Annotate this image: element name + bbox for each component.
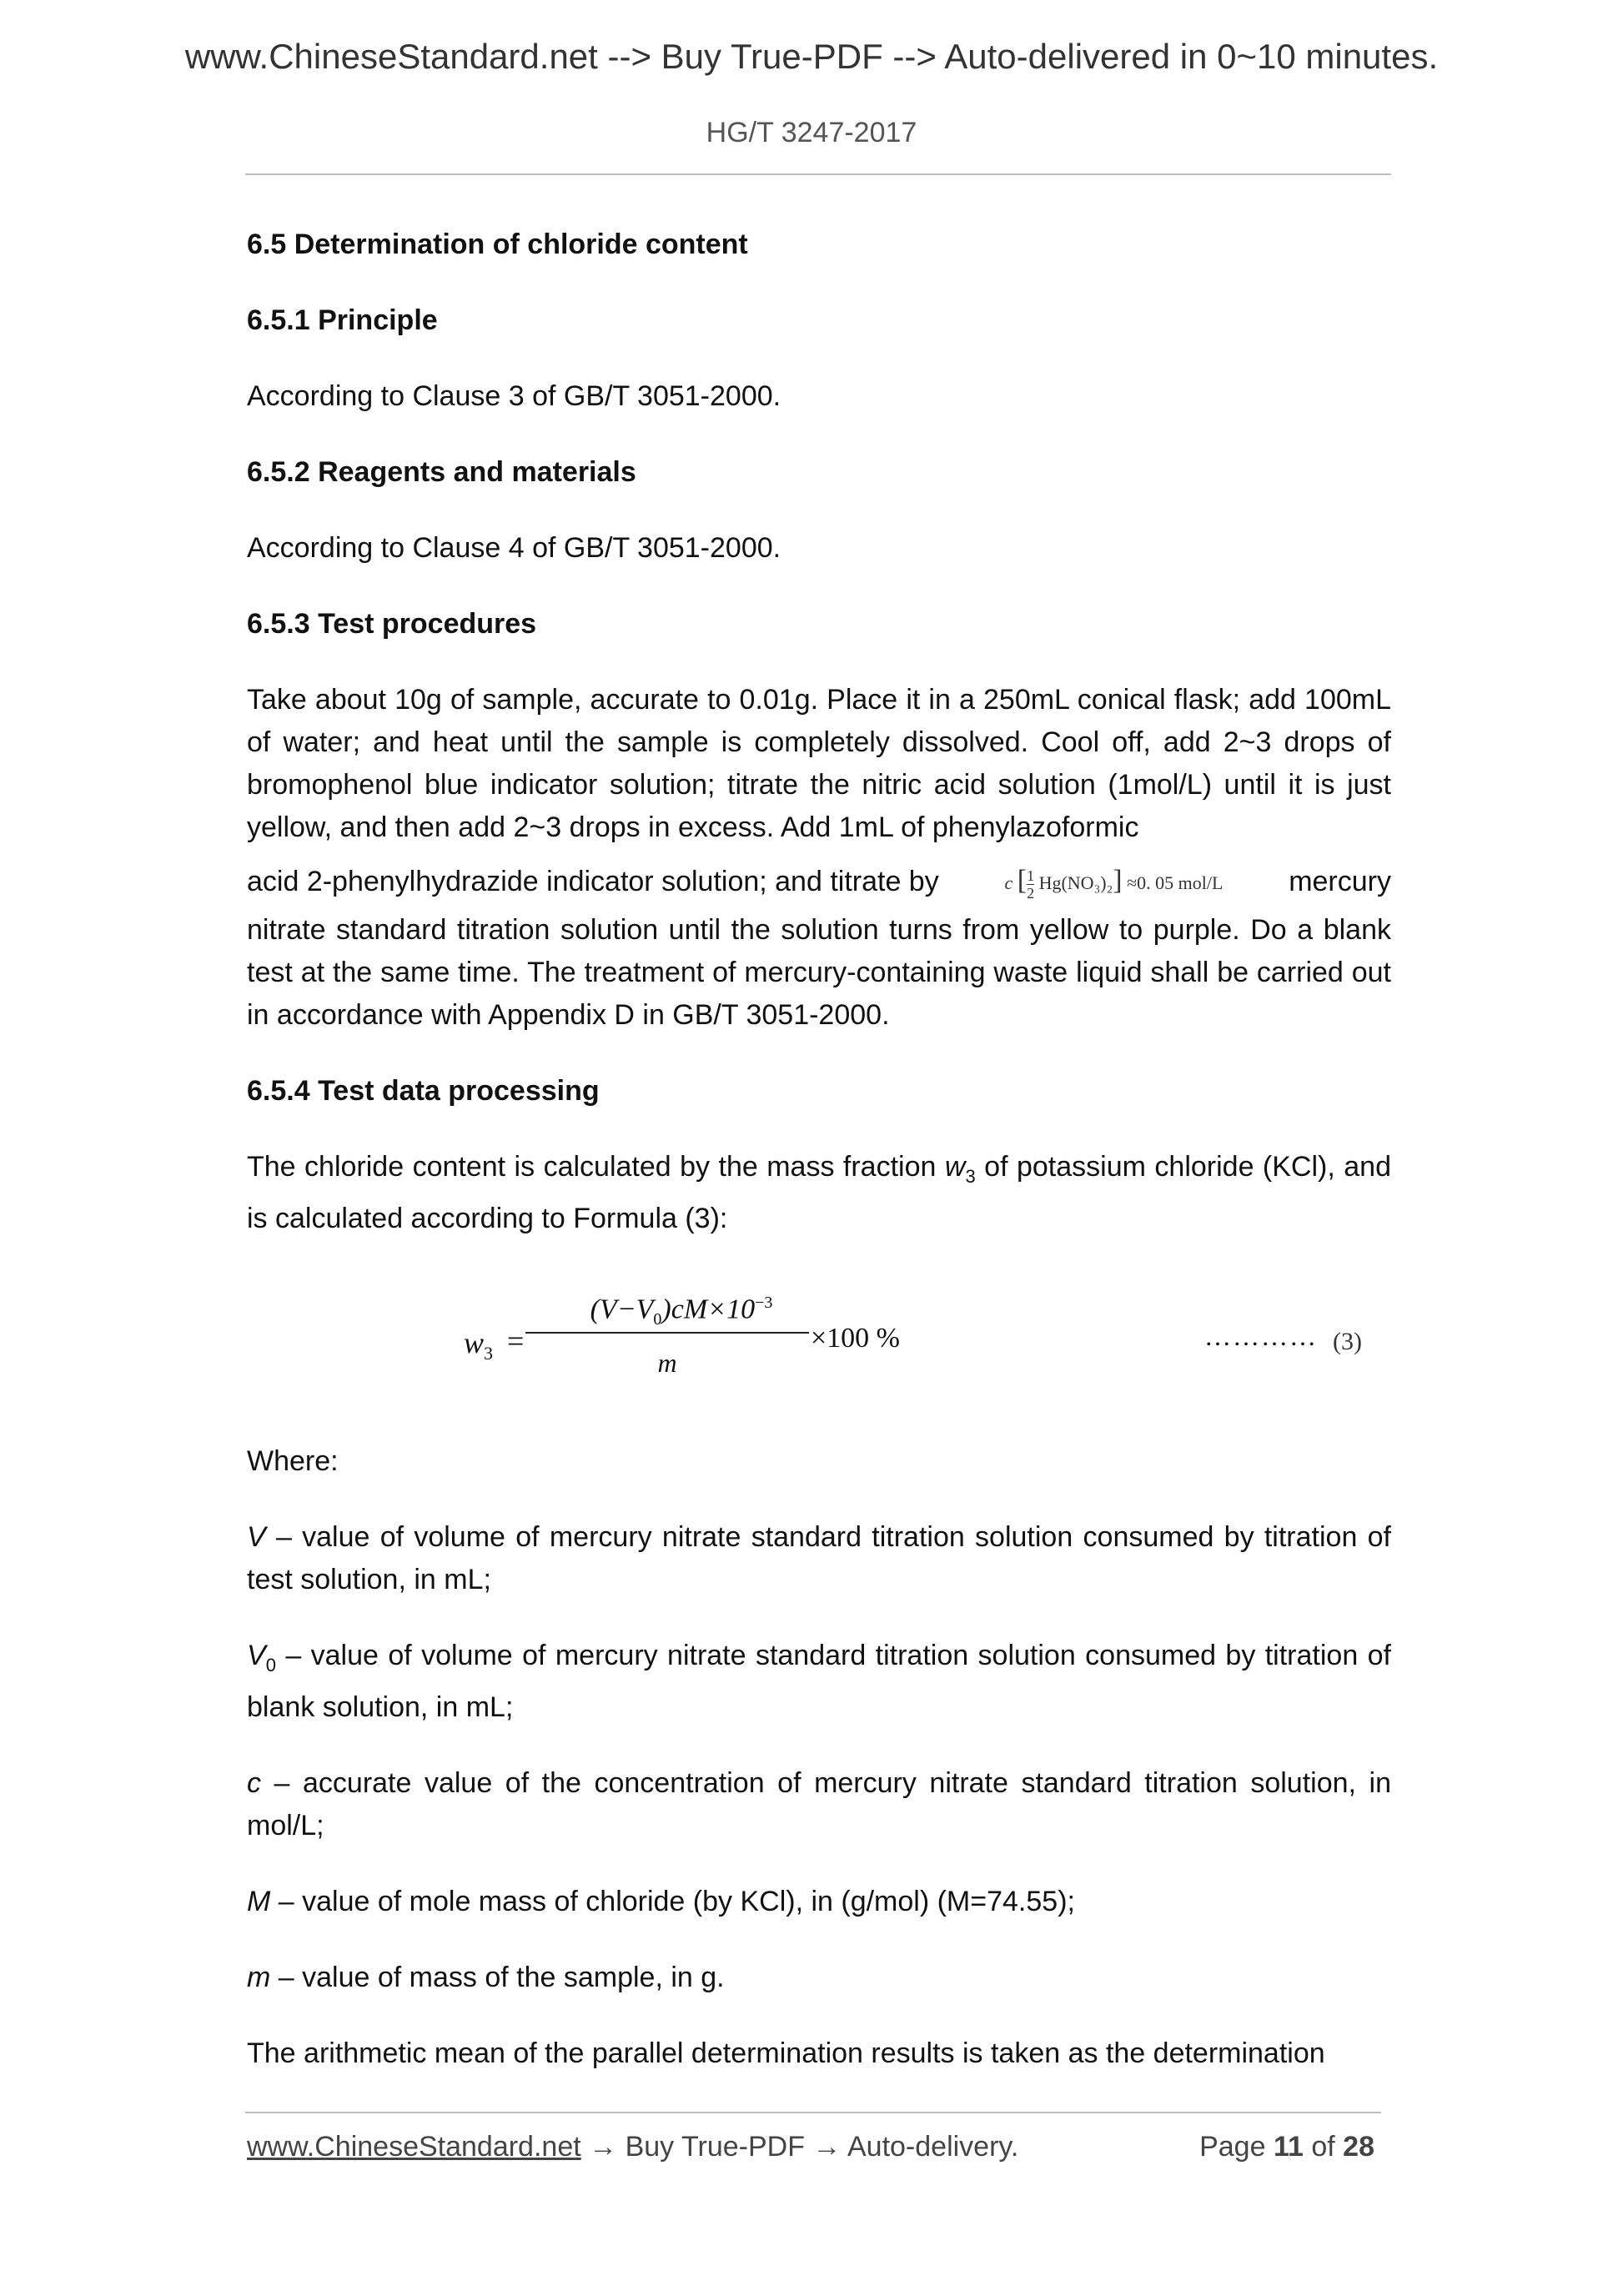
formula-3: [247, 1274, 1391, 1407]
inline-fraction: $\frac{1}{2}$: [1027, 867, 1035, 902]
footer-tagline: → Buy True-PDF → Auto-delivery.: [580, 2131, 1019, 2163]
data-processing-heading: 6.5.4 Test data processing: [247, 1075, 600, 1107]
header-divider: [245, 173, 1391, 175]
document-id: HG/T 3247-2017: [706, 117, 917, 148]
definition-m: m – value of mass of the sample, in g.: [247, 1961, 725, 1993]
inline-compound: Hg(NO₃)₂: [1038, 872, 1113, 893]
page-counter: Page 11 of 28: [1199, 2131, 1374, 2163]
procedures-text-2b: mercury: [1289, 865, 1391, 897]
procedures-text-2a: acid 2-phenylhydrazide indicator solution; and titrate by: [247, 865, 939, 897]
total-pages: 28: [1343, 2131, 1374, 2163]
where-label: Where:: [247, 1444, 339, 1477]
reagents-heading: 6.5.2 Reagents and materials: [247, 456, 636, 488]
definition-M: M – value of mole mass of chloride (by KCl), in (g/mol) (M=74.55);: [247, 1885, 1075, 1917]
procedures-text-3: nitrate standard titration solution until the solution turns from yellow to purple. Do a blank test at the same time. The treatment of mercury-containing waste liquid shall be carried out in accordance with Appendix D in GB/T 3051-2000.: [247, 914, 1391, 1031]
footer-site-link[interactable]: www.ChineseStandard.net: [247, 2131, 581, 2163]
procedures-heading: 6.5.3 Test procedures: [247, 608, 537, 640]
formula-denominator: m: [657, 1347, 677, 1378]
definition-V: V – value of volume of mercury nitrate standard titration solution consumed by titration of test solution, in mL;: [247, 1520, 1391, 1595]
formula-multiplier: ×100 %: [811, 1322, 900, 1354]
section-title: 6.5 Determination of chloride content: [247, 229, 748, 260]
concentration-formula: c [ $\frac{1}{2}$ Hg(NO₃)₂] ≈0. 05 mol/L: [1004, 865, 1224, 902]
current-page: 11: [1273, 2131, 1304, 2163]
definition-c: c – accurate value of the concentration of mercury nitrate standard titration solution, in mol/L;: [247, 1766, 1391, 1841]
formula-numerator: $(V-V_0)cM\times 10^{-3}$: [590, 1293, 773, 1329]
inline-approx: ≈0. 05 mol/L: [1127, 872, 1224, 893]
inline-c: c: [1004, 872, 1013, 893]
reagents-text: According to Clause 4 of GB/T 3051-2000.: [247, 532, 781, 564]
formula-lhs: $w_3$: [464, 1325, 494, 1364]
formula-equals: =: [507, 1324, 525, 1358]
closing-text: The arithmetic mean of the parallel determination results is taken as the determination: [247, 2037, 1325, 2069]
definition-V0: $V_0$ – value of volume of mercury nitrate standard titration solution consumed by titration of blank solution, in mL;: [247, 1639, 1391, 1723]
page-footer: [247, 2131, 1381, 2163]
formula-leader-dots: …………: [1204, 1320, 1318, 1351]
procedures-text-1: Take about 10g of sample, accurate to 0.01g. Place it in a 250mL conical flask; add 100mL of water; and heat until the sample is completely dissolved. Cool off, add 2~3 drops of bromophenol blue indicator solution; titrate the nitric acid solution (1mol/L) until it is just yellow, and then add 2~3 drops in excess. Add 1mL of phenylazoformic: [247, 684, 1391, 843]
document-body: [247, 224, 1391, 2108]
formula-number: (3): [1333, 1327, 1362, 1355]
procedures-paragraph: [247, 679, 1391, 1037]
mass-fraction-symbol: w: [944, 1151, 966, 1183]
data-processing-text: The chloride content is calculated by the mass fraction $w_3$ of potassium chloride (KCl), and is calculated according to Formula (3):: [247, 1151, 1391, 1234]
principle-heading: 6.5.1 Principle: [247, 304, 438, 336]
footer-divider: [245, 2112, 1381, 2113]
top-banner: www.ChineseStandard.net --> Buy True-PDF --> Auto-delivered in 0~10 minutes.: [184, 37, 1439, 76]
formula-fraction-bar: [525, 1332, 809, 1334]
procedures-line-with-formula: [247, 859, 1391, 904]
principle-text: According to Clause 3 of GB/T 3051-2000.: [247, 380, 781, 412]
